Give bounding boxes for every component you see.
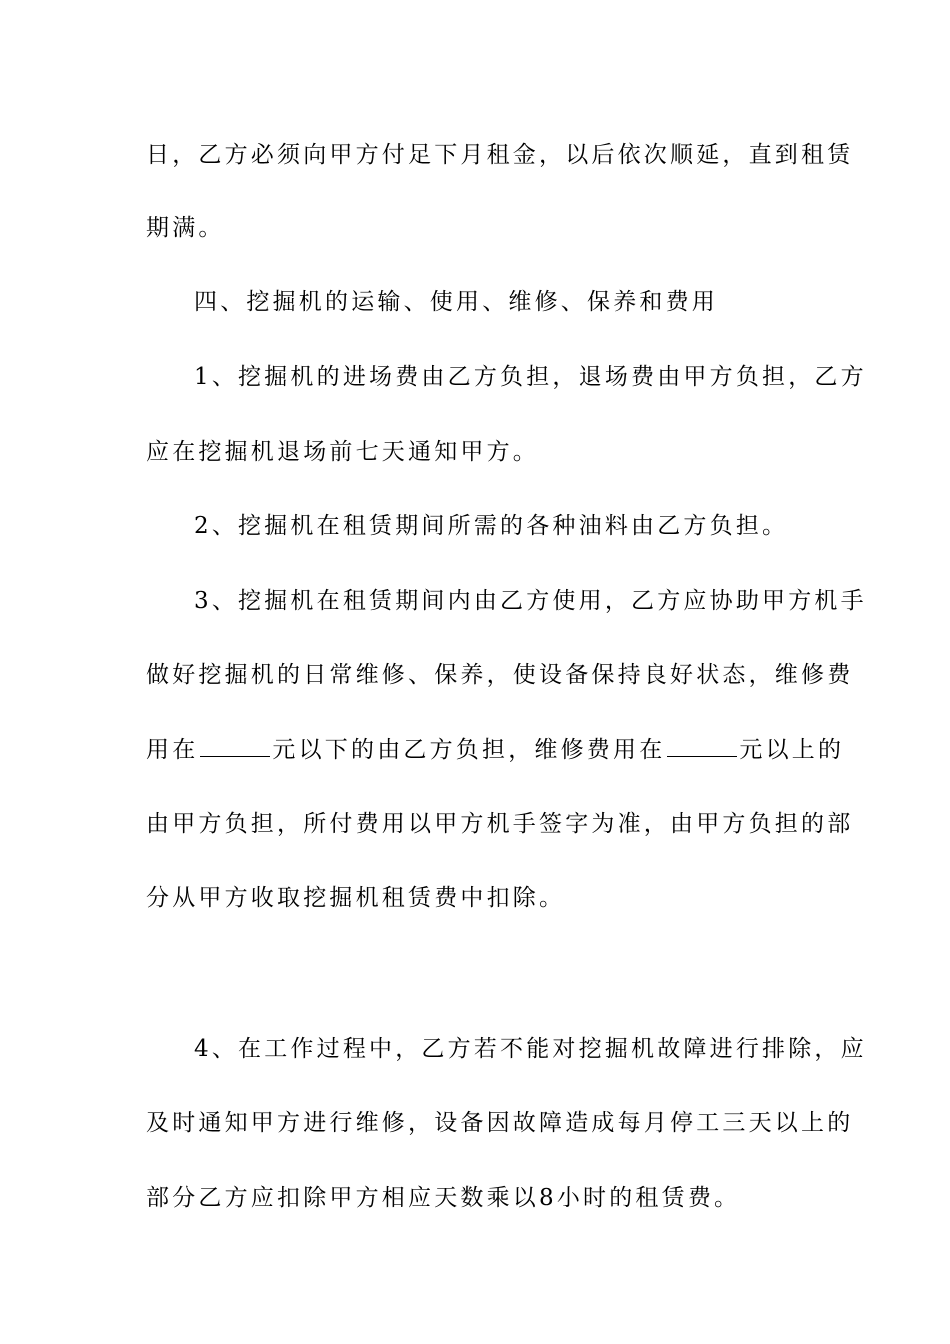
fill-in-blank[interactable] xyxy=(667,734,737,757)
section-heading: 四、挖掘机的运输、使用、维修、保养和费用 xyxy=(194,289,718,315)
clause-3-line: 由甲方负担，所付费用以甲方机手签字为准，由甲方负担的部 xyxy=(146,811,854,837)
clause-4-line: 部分乙方应扣除甲方相应天数乘以8小时的租赁费。 xyxy=(146,1185,741,1211)
clause-3-line: 3、挖掘机在租赁期间内由乙方使用，乙方应协助甲方机手 xyxy=(194,588,867,614)
text-line: 期满。 xyxy=(146,215,225,241)
clause-3-line: 分从甲方收取挖掘机租赁费中扣除。 xyxy=(146,885,566,911)
clause-1-line: 应在挖掘机退场前七天通知甲方。 xyxy=(146,439,539,465)
clause-3-blank-line xyxy=(146,734,844,765)
clause-2-line: 2、挖掘机在租赁期间所需的各种油料由乙方负担。 xyxy=(194,513,789,539)
text-segment: 元以上的 xyxy=(739,737,845,763)
clause-4-line: 4、在工作过程中，乙方若不能对挖掘机故障进行排除，应 xyxy=(194,1036,867,1062)
fill-in-blank[interactable] xyxy=(200,734,270,757)
text-segment: 元以下的由乙方负担，维修费用在 xyxy=(272,737,666,763)
clause-3-line: 做好挖掘机的日常维修、保养，使设备保持良好状态，维修费 xyxy=(146,662,854,688)
text-line: 日，乙方必须向甲方付足下月租金，以后依次顺延，直到租赁 xyxy=(146,142,854,168)
text-segment: 用在 xyxy=(146,737,199,763)
clause-1-line: 1、挖掘机的进场费由乙方负担，退场费由甲方负担，乙方 xyxy=(194,364,867,390)
clause-4-line: 及时通知甲方进行维修，设备因故障造成每月停工三天以上的 xyxy=(146,1110,854,1136)
